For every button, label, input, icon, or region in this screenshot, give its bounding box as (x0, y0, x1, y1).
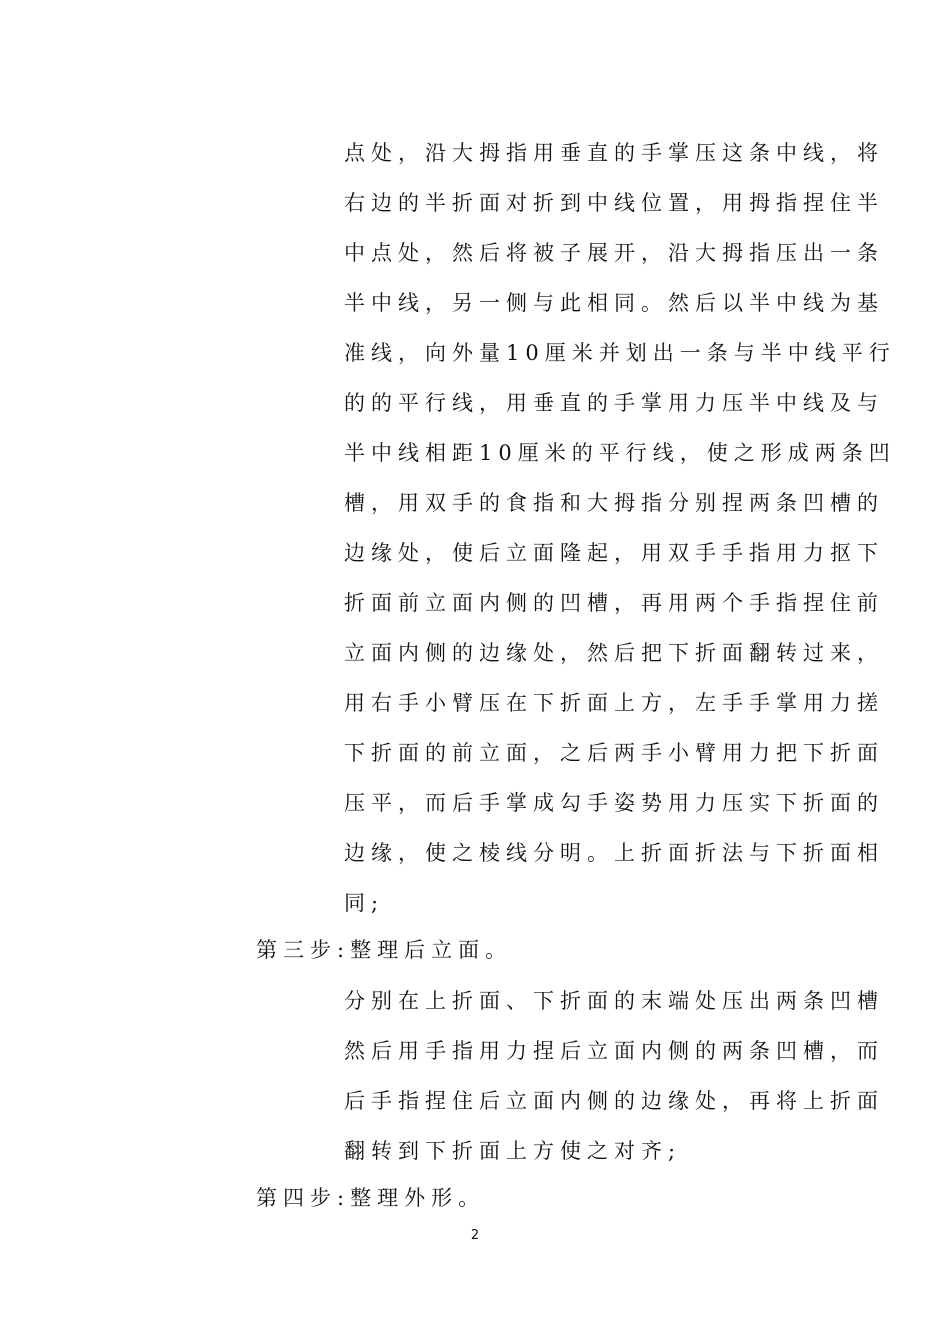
paragraph-line: 准线，向外量10厘米并划出一条与半中线平行 (344, 341, 896, 365)
step-4-title: 整理外形。 (350, 1186, 486, 1210)
paragraph-line: 中点处，然后将被子展开，沿大拇指压出一条 (344, 241, 884, 265)
paragraph-line: 槽，用双手的食指和大拇指分别捏两条凹槽的 (344, 491, 884, 515)
paragraph-line: 翻转到下折面上方使之对齐; (344, 1139, 682, 1163)
step-3-heading (256, 937, 512, 963)
page-number: 2 (470, 1228, 480, 1243)
step-4-heading (256, 1185, 485, 1211)
paragraph-line: 边缘处，使后立面隆起，用双手手指用力抠下 (344, 541, 884, 565)
paragraph-line: 半中线，另一侧与此相同。然后以半中线为基 (344, 291, 884, 315)
paragraph-line: 用右手小臂压在下折面上方，左手手掌用力搓 (344, 691, 884, 715)
paragraph-line: 下折面的前立面，之后两手小臂用力把下折面 (344, 741, 884, 765)
paragraph-line: 分别在上折面、下折面的末端处压出两条凹槽 (344, 989, 884, 1013)
paragraph-line: 折面前立面内侧的凹槽，再用两个手指捏住前 (344, 591, 884, 615)
paragraph-line: 后手指捏住后立面内侧的边缘处，再将上折面 (344, 1089, 884, 1113)
paragraph-line: 右边的半折面对折到中线位置，用拇指捏住半 (344, 191, 884, 215)
paragraph-line: 同; (344, 891, 385, 915)
paragraph-line: 压平，而后手掌成勾手姿势用力压实下折面的 (344, 791, 884, 815)
step-3-title: 整理后立面。 (350, 938, 513, 962)
paragraph-line: 半中线相距10厘米的平行线，使之形成两条凹 (344, 441, 896, 465)
paragraph-line: 然后用手指用力捏后立面内侧的两条凹槽，而 (344, 1039, 884, 1063)
paragraph-line: 边缘，使之棱线分明。上折面折法与下折面相 (344, 841, 884, 865)
paragraph-line: 点处，沿大拇指用垂直的手掌压这条中线，将 (344, 141, 884, 165)
step-3-label: 第三步: (256, 938, 351, 962)
paragraph-line: 的的平行线，用垂直的手掌用力压半中线及与 (344, 391, 884, 415)
step-4-label: 第四步: (256, 1186, 351, 1210)
paragraph-line: 立面内侧的边缘处，然后把下折面翻转过来， (344, 641, 884, 665)
